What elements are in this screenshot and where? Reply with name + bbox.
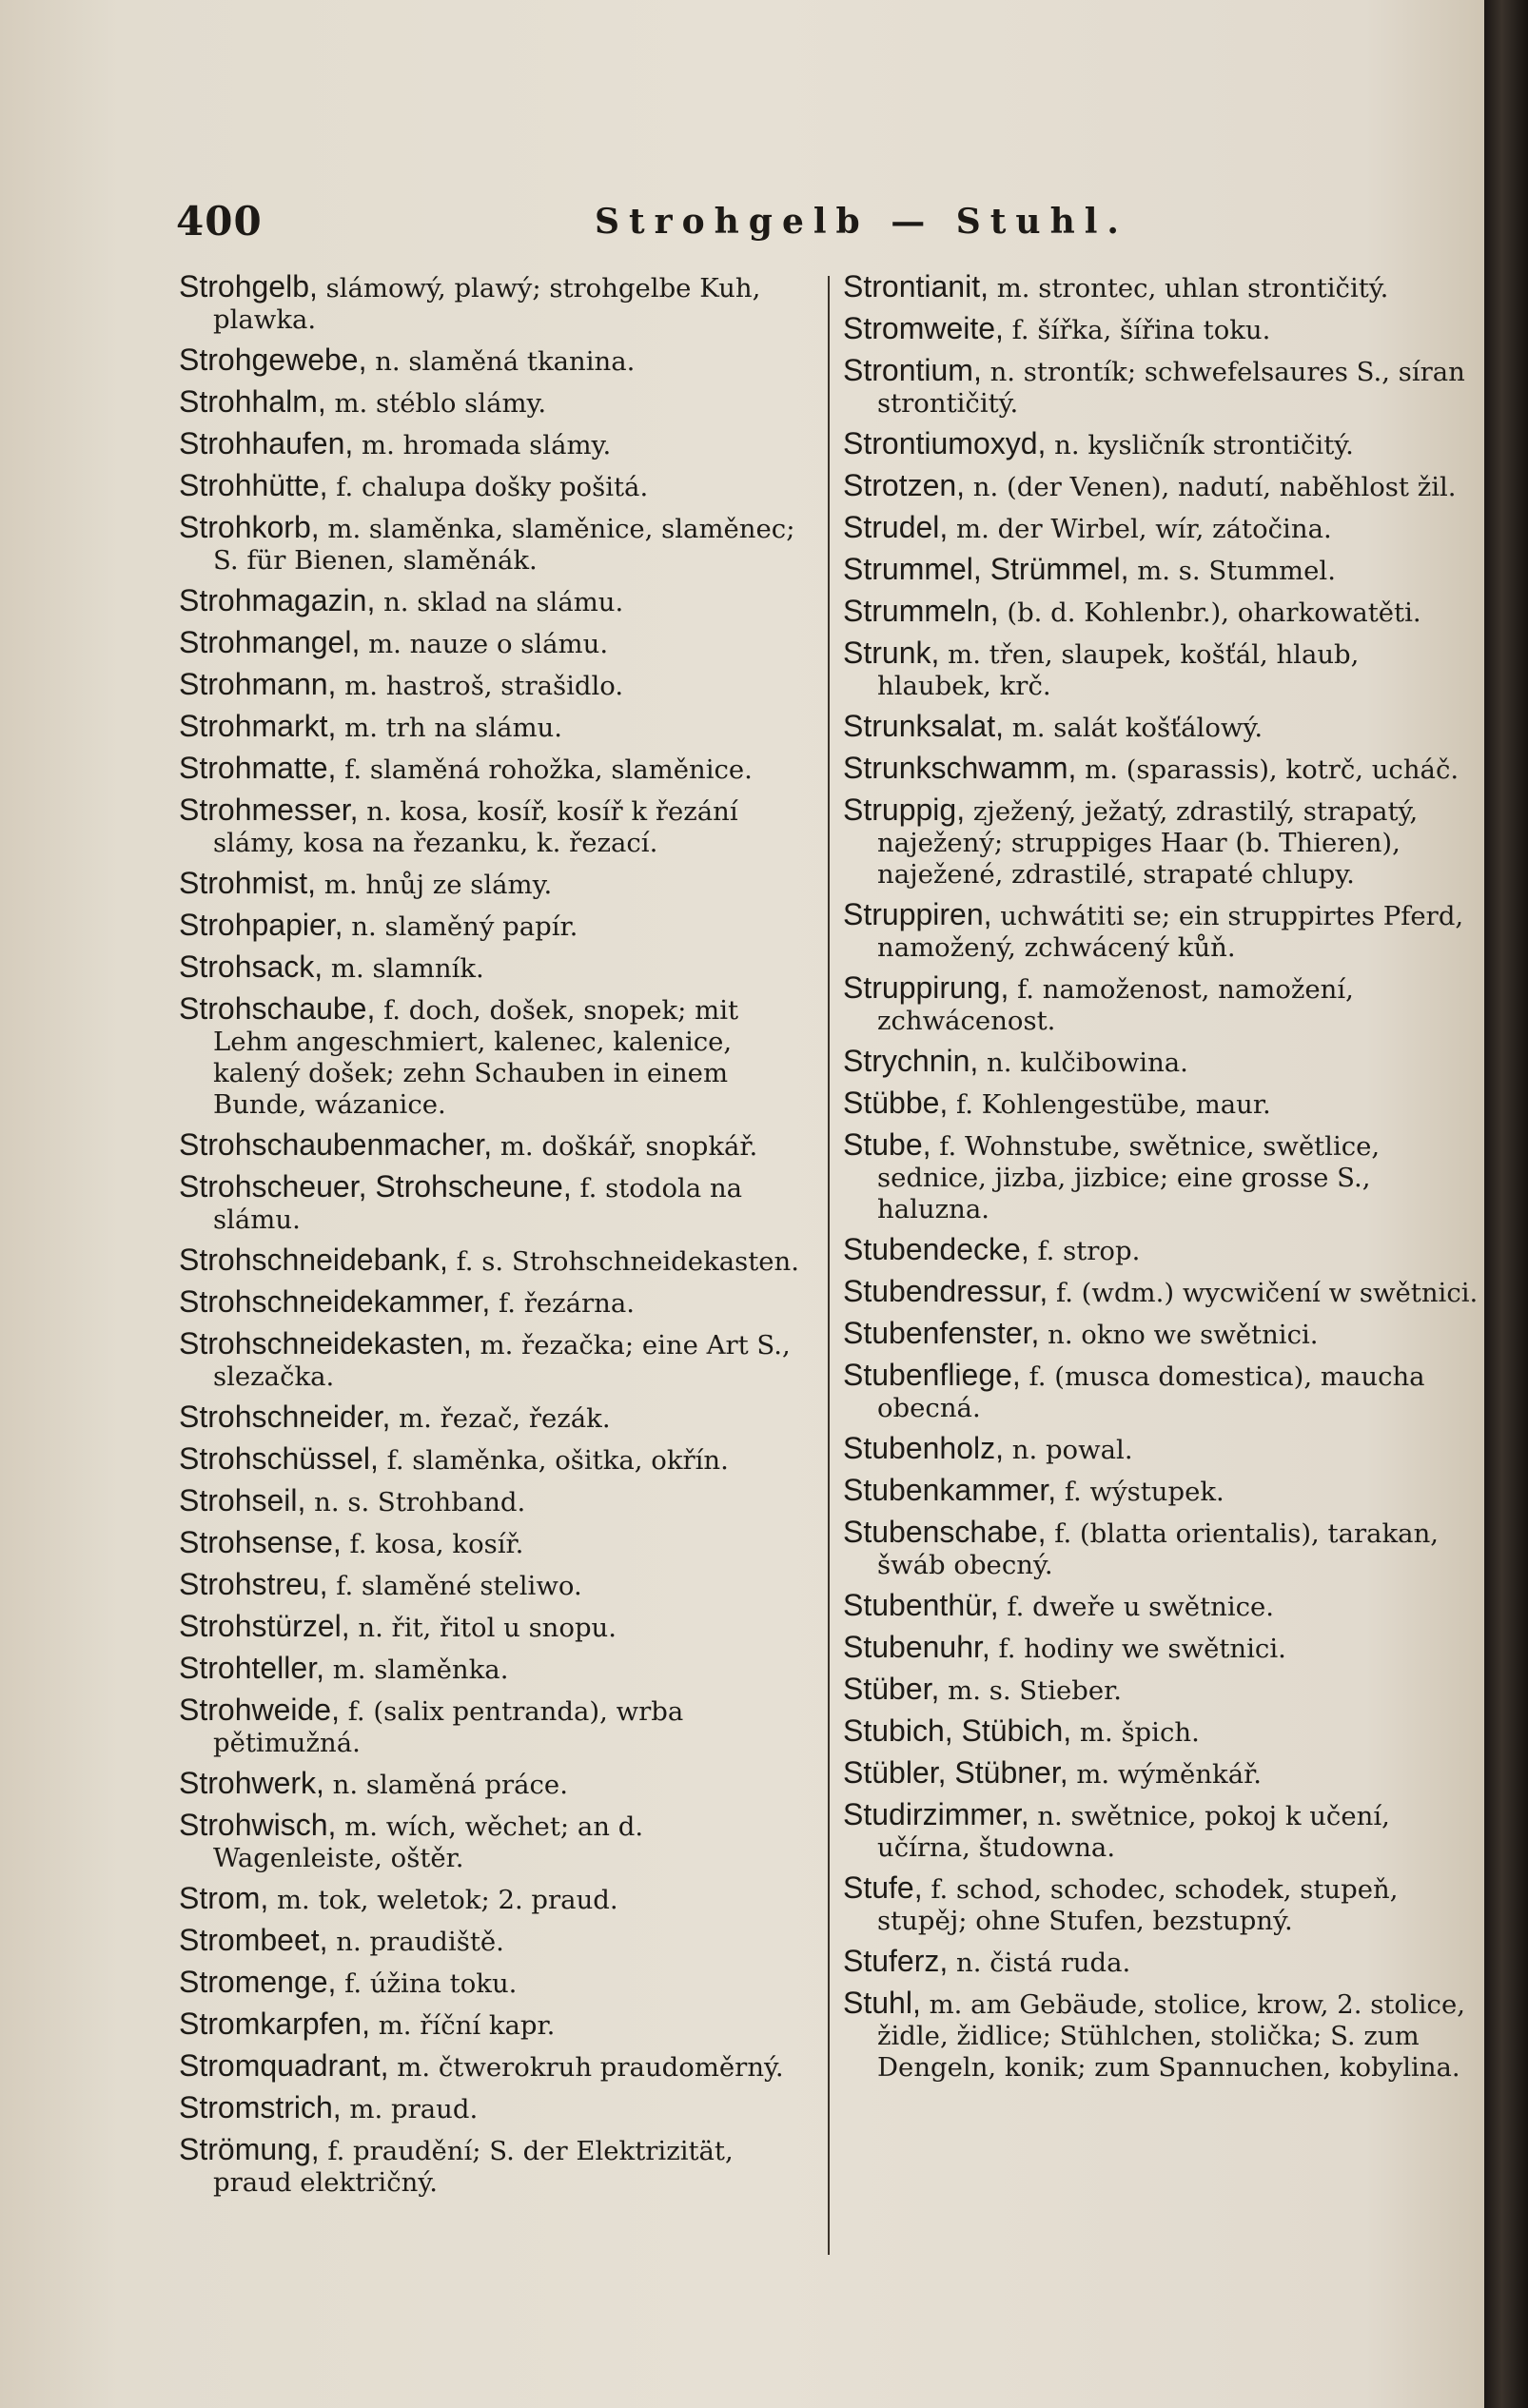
dictionary-entry — [179, 1569, 816, 1602]
dictionary-entry — [843, 1987, 1480, 2084]
entry-definition: n. powal. — [1004, 1435, 1133, 1465]
entry-headword: Strohhütte, — [179, 468, 328, 502]
dictionary-entry — [179, 1527, 816, 1560]
entry-definition: n. swětnice, pokoj k učení, učírna, študowna. — [877, 1801, 1390, 1863]
dictionary-entry — [843, 554, 1480, 587]
dictionary-entry — [179, 868, 816, 901]
entry-definition: n. slaměný papír. — [343, 911, 578, 942]
dictionary-entry — [179, 344, 816, 378]
entry-headword: Strunk, — [843, 636, 940, 670]
dictionary-entry — [843, 1087, 1480, 1121]
dictionary-entry — [843, 1433, 1480, 1466]
entry-headword: Strohschneidekasten, — [179, 1326, 472, 1361]
entry-headword: Struppirung, — [843, 970, 1009, 1005]
dictionary-entry — [843, 1360, 1480, 1424]
entry-headword: Strohwisch, — [179, 1808, 337, 1842]
entry-headword: Strummeln, — [843, 594, 999, 628]
entry-definition: uchwátiti se; ein struppirtes Pferd, namožený, zchwácený kůň. — [877, 901, 1464, 963]
entry-definition: n. okno we swětnici. — [1039, 1320, 1319, 1350]
entry-definition: m. řezač, řezák. — [390, 1403, 611, 1434]
entry-definition: f. řezárna. — [490, 1288, 635, 1319]
dictionary-entry — [179, 1611, 816, 1644]
entry-headword: Strunkschwamm, — [843, 751, 1077, 785]
entry-headword: Strohmesser, — [179, 793, 359, 827]
dictionary-entry — [179, 1244, 816, 1278]
entry-definition: f. chalupa došky pošitá. — [327, 472, 649, 502]
entry-definition: m. (sparassis), kotrč, ucháč. — [1076, 754, 1459, 785]
dictionary-entry — [179, 1925, 816, 1958]
entry-definition: m. slaměnka. — [323, 1654, 509, 1685]
dictionary-entry — [179, 1883, 816, 1916]
entry-definition: f. wýstupek. — [1056, 1477, 1224, 1507]
entry-definition: m. nauze o slámu. — [360, 629, 609, 659]
entry-headword: Strontianit, — [843, 269, 989, 303]
dictionary-entry — [179, 2092, 816, 2125]
entry-headword: Stubich, Stübich, — [843, 1713, 1072, 1748]
entry-headword: Strohsack, — [179, 949, 323, 984]
entry-headword: Stufe, — [843, 1870, 923, 1905]
dictionary-entry — [843, 355, 1480, 420]
entry-headword: Strohschaubenmacher, — [179, 1127, 493, 1162]
dictionary-entry — [179, 1129, 816, 1163]
entry-headword: Stubendecke, — [843, 1232, 1029, 1266]
entry-headword: Strohstürzel, — [179, 1609, 350, 1643]
entry-definition: m. salát košťálowý. — [1003, 713, 1264, 743]
entry-definition: f. Kohlengestübe, maur. — [948, 1089, 1271, 1120]
entry-definition: m. hromada slámy. — [353, 430, 612, 460]
entry-headword: Strom, — [179, 1881, 269, 1915]
entry-definition: f. (salix pentranda), wrba pětimužná. — [213, 1696, 684, 1758]
entry-headword: Strohweide, — [179, 1693, 340, 1727]
entry-definition: f. úžina toku. — [336, 1968, 518, 1999]
entry-headword: Strohmatte, — [179, 751, 337, 785]
page-header — [167, 190, 1479, 247]
entry-definition: m. čtwerokruh praudoměrný. — [388, 2052, 784, 2083]
dictionary-entry — [843, 1517, 1480, 1581]
entry-definition: f. dweře u swětnice. — [998, 1592, 1275, 1622]
entry-definition: m. am Gebäude, stolice, krow, 2. stolice, židle, židlice; Stühlchen, stolička; S. zum Dengeln, konik; zum Spannuchen, kobylina. — [877, 1989, 1465, 2083]
dictionary-entry — [843, 470, 1480, 503]
entry-headword: Strohteller, — [179, 1651, 324, 1685]
entry-definition: zježený, ježatý, zdrastilý, strapatý, naježený; struppiges Haar (b. Thieren), naježené, zdrastilé, strapaté chlupy. — [877, 796, 1419, 890]
entry-definition: m. strontec, uhlan strontičitý. — [988, 273, 1389, 303]
dictionary-entry — [843, 1129, 1480, 1225]
dictionary-entry — [179, 1694, 816, 1759]
entry-headword: Stubenfenster, — [843, 1316, 1040, 1350]
entry-definition: f. Wohnstube, swětnice, swětlice, sednice, jizba, jizbice; eine grosse S., haluzna. — [877, 1131, 1381, 1224]
entry-headword: Stubenschabe, — [843, 1515, 1047, 1549]
entry-definition: f. slaměnka, ošitka, okřín. — [378, 1445, 729, 1476]
entry-headword: Strohschneidekammer, — [179, 1284, 491, 1319]
entry-definition: m. praud. — [341, 2094, 479, 2124]
entry-headword: Strontiumoxyd, — [843, 426, 1047, 460]
entry-headword: Stubenthür, — [843, 1588, 999, 1622]
dictionary-entry — [179, 1768, 816, 1801]
dictionary-entry — [843, 1632, 1480, 1665]
dictionary-entry — [843, 1757, 1480, 1791]
dictionary-entry — [843, 1946, 1480, 1979]
right-column — [843, 271, 1480, 2092]
dictionary-entry — [179, 669, 816, 702]
entry-headword: Stüber, — [843, 1672, 940, 1706]
entry-headword: Strohmagazin, — [179, 583, 376, 617]
entry-definition: m. wýměnkář. — [1068, 1759, 1262, 1790]
dictionary-entry — [843, 1674, 1480, 1707]
entry-headword: Stubenholz, — [843, 1431, 1005, 1465]
entry-definition: n. slaměná práce. — [323, 1770, 568, 1800]
entry-definition: f. kosa, kosíř. — [341, 1529, 524, 1559]
entry-headword: Struppig, — [843, 793, 966, 827]
entry-definition: m. slamník. — [323, 953, 484, 984]
dictionary-entry — [179, 1967, 816, 2000]
entry-headword: Strohmist, — [179, 866, 317, 900]
dictionary-entry — [843, 1276, 1480, 1309]
dictionary-entry — [843, 972, 1480, 1037]
entry-headword: Strunksalat, — [843, 709, 1004, 743]
entry-definition: n. řit, řitol u snopu. — [349, 1613, 617, 1643]
entry-definition: f. namoženost, namožení, zchwácenost. — [877, 974, 1354, 1036]
entry-definition: m. řezačka; eine Art S., slezačka. — [213, 1330, 791, 1392]
entry-headword: Strohhaufen, — [179, 426, 354, 460]
entry-headword: Strohpapier, — [179, 908, 343, 942]
entry-headword: Stubenfliege, — [843, 1358, 1021, 1392]
dictionary-entry — [179, 2050, 816, 2084]
left-column — [179, 271, 816, 2207]
entry-headword: Strohgewebe, — [179, 343, 367, 377]
entry-definition: f. (blatta orientalis), tarakan, šwáb obecný. — [877, 1518, 1440, 1580]
entry-headword: Stuhl, — [843, 1986, 921, 2020]
dictionary-entry — [179, 794, 816, 859]
dictionary-entry — [843, 753, 1480, 786]
entry-headword: Struppiren, — [843, 897, 992, 931]
entry-headword: Stübler, Stübner, — [843, 1755, 1068, 1790]
entry-headword: Strohschaube, — [179, 991, 376, 1026]
entry-headword: Strohmangel, — [179, 625, 361, 659]
dictionary-entry — [843, 512, 1480, 545]
dictionary-entry — [179, 1328, 816, 1393]
entry-definition: m. s. Stieber. — [939, 1675, 1123, 1706]
dictionary-entry — [843, 1715, 1480, 1749]
dictionary-entry — [179, 585, 816, 618]
entry-definition: m. wích, wěchet; an d. Wagenleiste, oštěr. — [213, 1811, 644, 1873]
dictionary-entry — [179, 1401, 816, 1435]
dictionary-entry — [179, 2134, 816, 2199]
entry-definition: m. doškář, snopkář. — [492, 1131, 758, 1162]
entry-definition: n. slaměná tkanina. — [366, 346, 636, 377]
dictionary-entry — [179, 512, 816, 577]
page-number: 400 — [176, 198, 263, 245]
dictionary-entry — [843, 428, 1480, 461]
dictionary-entry — [843, 1475, 1480, 1508]
dictionary-entry — [843, 596, 1480, 629]
entry-headword: Strotzen, — [843, 468, 966, 502]
entry-definition: m. říční kapr. — [369, 2010, 556, 2041]
entry-headword: Stuferz, — [843, 1944, 949, 1978]
dictionary-entry — [179, 910, 816, 943]
entry-headword: Strohschneidebank, — [179, 1243, 448, 1277]
entry-headword: Stromquadrant, — [179, 2048, 389, 2083]
entry-headword: Stromstrich, — [179, 2090, 342, 2124]
entry-definition: m. hnůj ze slámy. — [316, 870, 553, 900]
entry-definition: f. hodiny we swětnici. — [989, 1634, 1286, 1664]
dictionary-entry — [843, 271, 1480, 304]
entry-definition: m. trh na slámu. — [336, 713, 563, 743]
dictionary-entry — [179, 271, 816, 336]
entry-definition: slámowý, plawý; strohgelbe Kuh, plawka. — [213, 273, 761, 335]
entry-headword: Strohhalm, — [179, 384, 326, 419]
entry-headword: Strohmann, — [179, 667, 337, 701]
entry-definition: f. doch, došek, snopek; mit Lehm angeschmiert, kalenec, kalenice, kalený došek; zehn Schauben in einem Bunde, wázanice. — [213, 995, 739, 1120]
entry-definition: n. kysličník strontičitý. — [1046, 430, 1354, 460]
entry-headword: Stubenuhr, — [843, 1630, 990, 1664]
entry-definition: f. schod, schodec, schodek, stupeň, stupěj; ohne Stufen, bezstupný. — [877, 1874, 1399, 1936]
entry-definition: n. strontík; schwefelsaures S., síran strontičitý. — [877, 357, 1465, 419]
dictionary-entry — [843, 794, 1480, 891]
dictionary-entry — [179, 386, 816, 420]
dictionary-entry — [179, 1443, 816, 1477]
entry-definition: m. tok, weletok; 2. praud. — [268, 1885, 618, 1915]
entry-headword: Stromweite, — [843, 311, 1004, 345]
entry-definition: f. (wdm.) wycwičení w swětnici. — [1048, 1278, 1479, 1308]
dictionary-entry — [843, 1318, 1480, 1351]
entry-definition: n. sklad na slámu. — [375, 587, 624, 617]
entry-definition: n. kulčibowina. — [978, 1047, 1188, 1078]
entry-headword: Strohmarkt, — [179, 709, 337, 743]
dictionary-entry — [179, 1485, 816, 1518]
entry-definition: f. praudění; S. der Elektrizität, praud električný. — [213, 2136, 734, 2198]
dictionary-entry — [179, 428, 816, 461]
entry-headword: Strohseil, — [179, 1483, 306, 1517]
dictionary-entry — [843, 1046, 1480, 1079]
entry-headword: Strohschneider, — [179, 1400, 391, 1434]
entry-definition: f. (musca domestica), maucha obecná. — [877, 1361, 1425, 1423]
entry-definition: n. kosa, kosíř, kosíř k řezání slámy, kosa na řezanku, k. řezací. — [213, 796, 738, 858]
entry-headword: Strohwerk, — [179, 1766, 324, 1800]
dictionary-entry — [843, 711, 1480, 744]
entry-definition: m. s. Stummel. — [1128, 556, 1336, 586]
entry-definition: m. hastroš, strašidlo. — [336, 671, 624, 701]
entry-headword: Strudel, — [843, 510, 949, 544]
dictionary-entry — [843, 313, 1480, 346]
entry-headword: Strohkorb, — [179, 510, 320, 544]
dictionary-entry — [179, 627, 816, 660]
entry-definition: n. čistá ruda. — [948, 1948, 1131, 1978]
column-divider — [828, 276, 830, 2255]
entry-definition: m. špich. — [1071, 1717, 1200, 1748]
dictionary-entry — [179, 470, 816, 503]
entry-headword: Strohsense, — [179, 1525, 342, 1559]
entry-headword: Strohstreu, — [179, 1567, 328, 1601]
entry-headword: Stromenge, — [179, 1965, 337, 1999]
entry-headword: Stübbe, — [843, 1086, 949, 1120]
entry-definition: n. praudiště. — [327, 1927, 504, 1957]
dictionary-entry — [843, 1799, 1480, 1864]
entry-headword: Strohscheuer, Strohscheune, — [179, 1169, 572, 1204]
dictionary-entry — [179, 753, 816, 786]
entry-headword: Strombeet, — [179, 1923, 328, 1957]
entry-headword: Strychnin, — [843, 1044, 979, 1078]
entry-definition: f. s. Strohschneidekasten. — [447, 1246, 800, 1277]
dictionary-entry — [843, 899, 1480, 964]
entry-headword: Stubenkammer, — [843, 1473, 1057, 1507]
entry-definition: n. s. Strohband. — [305, 1487, 526, 1517]
dictionary-entry — [179, 1171, 816, 1236]
entry-headword: Strontium, — [843, 353, 982, 387]
entry-headword: Studirzimmer, — [843, 1797, 1029, 1831]
entry-headword: Strohschüssel, — [179, 1441, 379, 1476]
entry-definition: f. slaměná rohožka, slaměnice. — [336, 754, 753, 785]
entry-definition: m. der Wirbel, wír, zátočina. — [948, 514, 1332, 544]
entry-definition: f. slaměné steliwo. — [327, 1571, 582, 1601]
entry-definition: f. šířka, šířina toku. — [1003, 315, 1271, 345]
entry-headword: Stube, — [843, 1127, 931, 1162]
entry-headword: Stubendressur, — [843, 1274, 1048, 1308]
entry-definition: f. stodola na slámu. — [213, 1173, 743, 1235]
entry-definition: f. strop. — [1028, 1236, 1141, 1266]
dictionary-entry — [843, 1234, 1480, 1267]
dictionary-entry — [179, 951, 816, 985]
dictionary-entry — [179, 1286, 816, 1320]
dictionary-entry — [179, 993, 816, 1121]
entry-headword: Strohgelb, — [179, 269, 318, 303]
page-edge — [1484, 0, 1528, 2408]
entry-definition: m. třen, slaupek, košťál, hlaub, hlaubek, krč. — [877, 639, 1360, 701]
entry-definition: (b. d. Kohlenbr.), oharkowatěti. — [998, 597, 1421, 628]
entry-definition: m. slaměnka, slaměnice, slaměnec; S. für Bienen, slaměnák. — [213, 514, 795, 576]
dictionary-entry — [843, 1590, 1480, 1623]
dictionary-entry — [179, 711, 816, 744]
entry-headword: Strummel, Strümmel, — [843, 552, 1129, 586]
dictionary-entry — [843, 637, 1480, 702]
dictionary-entry — [843, 1872, 1480, 1937]
dictionary-entry — [179, 1810, 816, 1874]
dictionary-entry — [179, 1653, 816, 1686]
entry-headword: Strömung, — [179, 2132, 320, 2166]
entry-headword: Stromkarpfen, — [179, 2007, 370, 2041]
dictionary-entry — [179, 2008, 816, 2042]
running-title: Strohgelb — Stuhl. — [595, 202, 1128, 242]
entry-definition: m. stéblo slámy. — [325, 388, 547, 419]
entry-definition: n. (der Venen), nadutí, naběhlost žil. — [965, 472, 1457, 502]
